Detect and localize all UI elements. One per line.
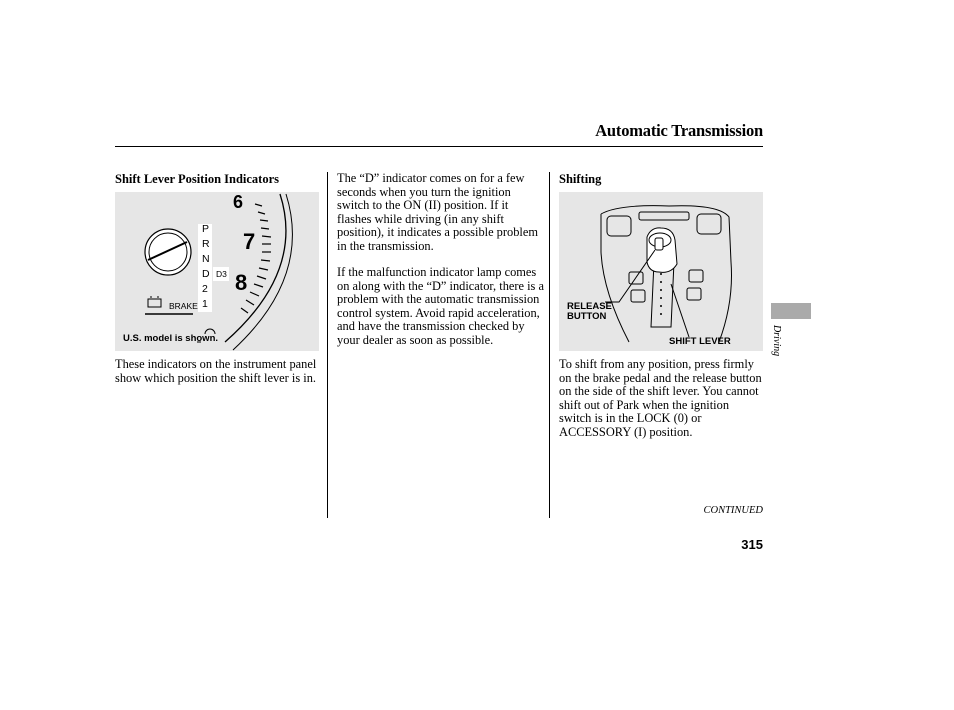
figure-caption: U.S. model is shown. [123, 333, 219, 344]
col1-paragraph: These indicators on the instrument panel show which position the shift lever is in. [115, 357, 317, 385]
indicator-d: D [202, 268, 210, 280]
instrument-panel-figure [115, 192, 319, 351]
release-button-callout [567, 302, 612, 322]
brake-label: BRAKE [169, 301, 198, 311]
shifting-paragraph: To shift from any position, press firmly on the brake pedal and the release button on the side of the shift lever. You cannot shift out of Park when the ignition switch is in the LOCK (0) or ACCESSORY (I) position. [559, 357, 762, 439]
shift-lever-callout: SHIFT LEVER [669, 336, 731, 347]
shift-lever-illustration [559, 192, 763, 351]
indicator-n: N [202, 253, 210, 265]
indicator-r: R [202, 238, 210, 250]
indicator-d3: D3 [216, 269, 227, 279]
header-rule [115, 146, 763, 147]
col3-body [559, 358, 764, 452]
gauge-number-7: 7 [243, 229, 256, 254]
indicator-2: 2 [202, 283, 208, 295]
page-title: Automatic Transmission [595, 121, 763, 140]
release-label-line2: BUTTON [567, 311, 607, 322]
indicator-p: P [202, 223, 210, 235]
shift-indicators-heading: Shift Lever Position Indicators [115, 172, 280, 186]
shift-lever-figure [559, 192, 763, 351]
indicator-1: 1 [202, 298, 208, 310]
shifting-heading: Shifting [559, 172, 602, 186]
d-indicator-paragraph: The “D” indicator comes on for a few seconds when you turn the ignition switch to the ON (II) position. If it flashes while driving (in any shift position), it indicates a possible problem in the transmission. [337, 171, 538, 253]
release-label-line1: RELEASE [567, 301, 612, 312]
section-tab-marker [771, 303, 811, 319]
page-number: 315 [741, 537, 763, 552]
section-tab-label: Driving [771, 325, 782, 357]
gauge-number-6: 6 [233, 192, 244, 212]
column-divider-1 [327, 172, 328, 518]
continued-label: CONTINUED [703, 505, 763, 516]
col1-body [115, 358, 320, 398]
gauge-number-8: 8 [235, 270, 248, 295]
malfunction-paragraph: If the malfunction indicator lamp comes on along with the “D” indicator, there is a problem with the automatic transmission control system. Avoid rapid acceleration, and have the transmission checked by your dealer as soon as possible. [337, 265, 544, 347]
col2-body [337, 172, 545, 360]
column-divider-2 [549, 172, 550, 518]
